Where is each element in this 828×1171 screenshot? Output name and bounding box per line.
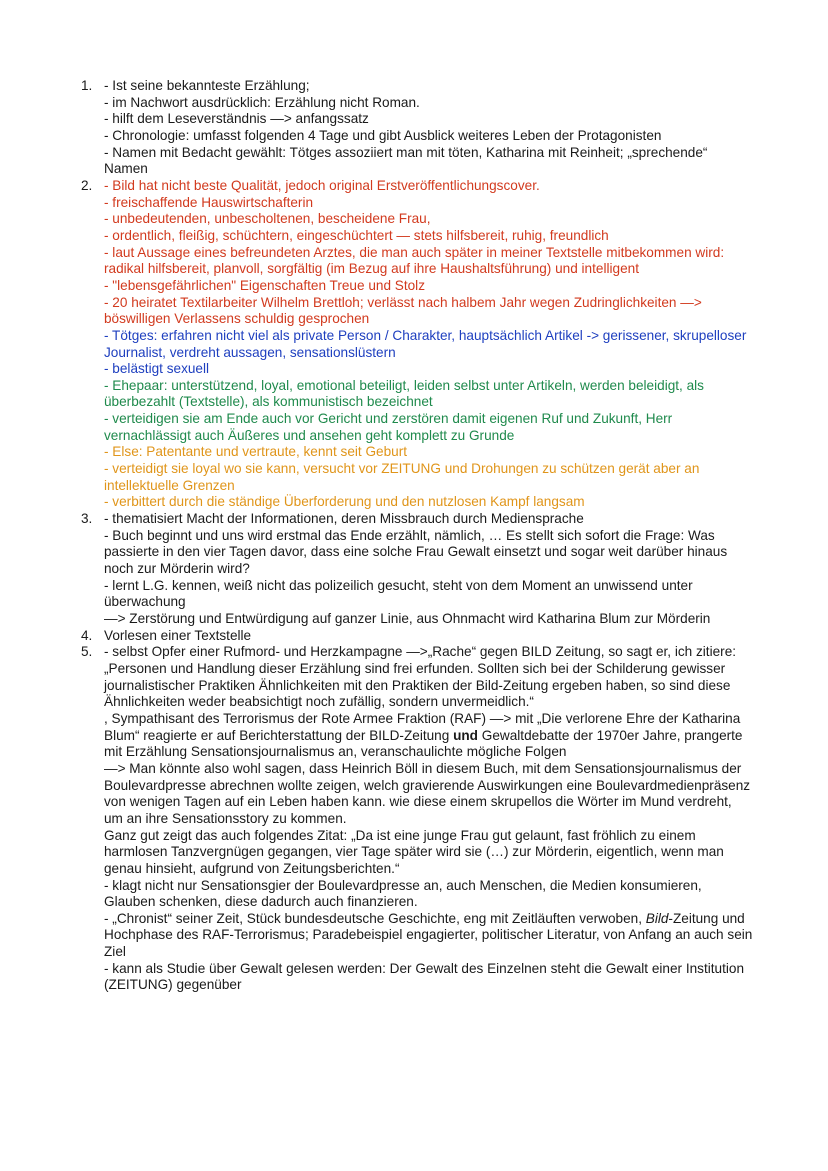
paragraph: —> Man könnte also wohl sagen, dass Heinrich Böll in diesem Buch, mit dem Sensationsjournalismus der Boulevardpresse abrechnen wollte zeigen, welch gravierende Auswirkungen eine Boulevardmedienpräsenz von wenigen Tagen auf ein Leben haben kann. wie diese einem skrupellos die Wörter im Mund verdreht, um an ihre Sensationsstory zu kommen. bbox=[104, 760, 751, 826]
italic-word: Bild bbox=[645, 910, 669, 926]
text-line: - "lebensgefährlichen" Eigenschaften Treue und Stolz bbox=[104, 277, 425, 293]
list-item-1 bbox=[0, 78, 754, 178]
text-line: —> Zerstörung und Entwürdigung auf ganzer Linie, aus Ohnmacht wird Katharina Blum zur Mörderin bbox=[104, 611, 711, 626]
paragraph bbox=[104, 911, 754, 961]
text-line: - unbedeutenden, unbescholtenen, bescheidene Frau, bbox=[104, 211, 431, 227]
paragraph-text: -Zeitung und Hochphase des RAF-Terrorismus; Paradebeispiel engagierter, politischer Literatur, von Anfang an auch sein Ziel bbox=[104, 910, 753, 960]
text-line: - laut Aussage eines befreundeten Arztes, die man auch später in meiner Textstelle mitbekommen wird: radikal hilfsbereit, planvoll, sorgfältig (im Bezug auf ihre Haushaltsführung) und intelligent bbox=[104, 244, 725, 277]
item-number: 3. bbox=[81, 511, 93, 527]
text-line: - Namen mit Bedacht gewählt: Tötges assoziiert man mit töten, Katharina mit Reinheit; „sprechende“ Namen bbox=[104, 144, 708, 177]
text-line: Vorlesen einer Textstelle bbox=[104, 627, 252, 643]
paragraph: Ganz gut zeigt das auch folgendes Zitat: „Da ist eine junge Frau gut gelaunt, fast fröhlich zu einem harmlosen Tanzvergnügen gegangen, vier Tage später wird sie (…) zur Mörderin, eigentlich, wenn man genau hinsieht, aufgrund von Zeitungsberichten.“ bbox=[104, 827, 724, 876]
text-line: - Ehepaar: unterstützend, loyal, emotional beteiligt, leiden selbst unter Artikeln, werden beleidigt, als überbezahlt (Textstelle), als kommunistisch bezeichnet bbox=[104, 377, 704, 410]
list-item-4 bbox=[0, 628, 754, 645]
list-item-3 bbox=[0, 511, 754, 628]
text-line: - verteidigen sie am Ende auch vor Gericht und zerstören damit eigenen Ruf und Zukunft, Herr vernachlässigt auch Äußeres und ansehen geht komplett zu Grunde bbox=[104, 411, 673, 443]
text-line: - Buch beginnt und uns wird erstmal das Ende erzählt, nämlich, … Es stellt sich sofort die Frage: Was passierte in den vier Tagen davor, dass eine solche Frau Gewalt einsetzt und sogar weit darüber hinaus noch zur Mörderin wird? bbox=[104, 527, 728, 577]
text-line: - freischaffende Hauswirtschafterin bbox=[104, 194, 314, 210]
item-number: 2. bbox=[81, 177, 93, 193]
paragraph-text: Gewaltdebatte der 1970er Jahre, prangerte mit Erzählung Sensationsjournalismus an, veranschaulichte mögliche Folgen bbox=[104, 727, 743, 760]
text-line: - thematisiert Macht der Informationen, deren Missbrauch durch Mediensprache bbox=[104, 511, 584, 527]
text-line: - hilft dem Leseverständnis —> anfangssatz bbox=[104, 111, 369, 127]
paragraph bbox=[104, 711, 754, 761]
paragraph: - selbst Opfer einer Rufmord- und Herzkampagne —>„Rache“ gegen BILD Zeitung, so sagt er, ich zitiere: „Personen und Handlung dieser Erzählung sind frei erfunden. Sollten sich bei der Schilderung gewisser journalistischer Praktiken Ähnlichkeiten mit den Praktiken der Bild-Zeitung ergeben haben, so sind diese Ähnlichkeiten weder beabsichtigt noch zufällig, sondern unvermeidlich.“ bbox=[104, 644, 737, 710]
text-line: - verbittert durch die ständige Überforderung und den nutzlosen Kampf langsam bbox=[104, 494, 585, 510]
text-line: - verteidigt sie loyal wo sie kann, versucht vor ZEITUNG und Drohungen zu schützen gerät aber an intellektuelle Grenzen bbox=[104, 461, 700, 493]
text-line: - Bild hat nicht beste Qualität, jedoch original Erstveröffentlichungscover. bbox=[104, 177, 540, 193]
text-line: - lernt L.G. kennen, weiß nicht das polizeilich gesucht, steht von dem Moment an unwissend unter überwachung bbox=[104, 577, 693, 610]
text-line: - Chronologie: umfasst folgenden 4 Tage und gibt Ausblick weiteres Leben der Protagonisten bbox=[104, 127, 662, 143]
text-line: - im Nachwort ausdrücklich: Erzählung nicht Roman. bbox=[104, 94, 420, 110]
text-line: - 20 heiratet Textilarbeiter Wilhelm Brettloh; verlässt nach halbem Jahr wegen Zudringlichkeiten —> böswilligen Verlassens schuldig gesprochen bbox=[104, 294, 702, 327]
item-number: 5. bbox=[81, 644, 93, 660]
text-line: - Else: Patentante und vertraute, kennt seit Geburt bbox=[104, 444, 408, 460]
text-line: - ordentlich, fleißig, schüchtern, eingeschüchtert — stets hilfsbereit, ruhig, freundlich bbox=[104, 227, 609, 243]
paragraph-text: , Sympathisant des Terrorismus der Rote Armee Fraktion (RAF) —> mit „Die verlorene Ehre der Katharina Blum“ reagierte er auf Berichterstattung der BILD-Zeitung bbox=[104, 710, 741, 743]
item-number: 4. bbox=[81, 627, 93, 643]
numbered-notes-list bbox=[0, 78, 828, 994]
list-item-5 bbox=[0, 644, 754, 994]
paragraph: - kann als Studie über Gewalt gelesen werden: Der Gewalt des Einzelnen steht die Gewalt einer Institution (ZEITUNG) gegenüber bbox=[104, 960, 745, 993]
text-line: - Tötges: erfahren nicht viel als private Person / Charakter, hauptsächlich Artikel -> gerissener, skrupelloser Journalist, verdreht aussagen, sensationslüstern bbox=[104, 327, 747, 360]
item-number: 1. bbox=[81, 78, 93, 93]
paragraph: - klagt nicht nur Sensationsgier der Boulevardpresse an, auch Menschen, die Medien konsumieren, Glauben schenken, diese dadurch auch finanzieren. bbox=[104, 877, 702, 910]
list-item-2 bbox=[0, 178, 754, 511]
bold-word: und bbox=[453, 727, 478, 743]
text-line: - Ist seine bekannteste Erzählung; bbox=[104, 78, 310, 93]
paragraph-text: - „Chronist“ seiner Zeit, Stück bundesdeutsche Geschichte, eng mit Zeitläuften verwoben, bbox=[104, 910, 646, 926]
text-line: - belästigt sexuell bbox=[104, 361, 210, 377]
